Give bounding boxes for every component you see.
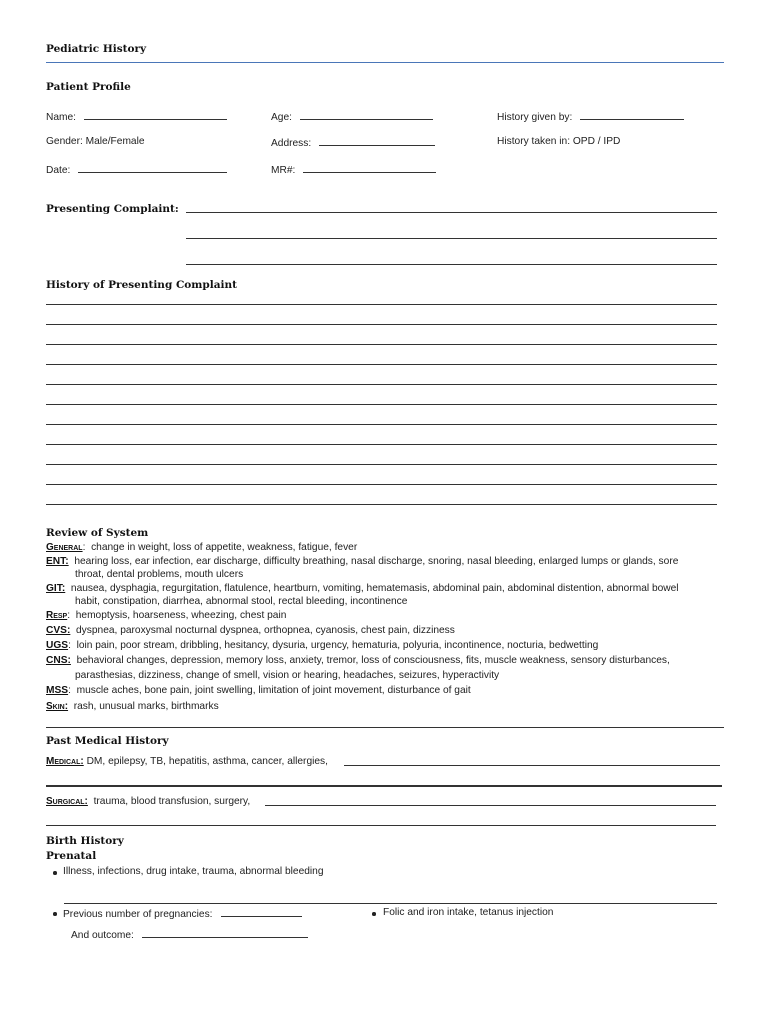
ros-cns (46, 655, 670, 666)
ros-cvs-label: CVS: (46, 625, 71, 636)
prenatal-bullet-1: Illness, infections, drug intake, trauma, abnormal bleeding (63, 866, 324, 877)
pregnancies-field[interactable] (63, 907, 302, 920)
hopc-line[interactable] (46, 344, 717, 345)
ros-ent-text-cont: throat, dental problems, mouth ulcers (75, 569, 244, 580)
ros-cns-text: behavioral changes, depression, memory loss, anxiety, tremor, loss of consciousness, fits, muscle weakness, sensory disturbances, (76, 655, 670, 666)
name-label: Name: (46, 112, 77, 123)
outcome-line[interactable] (142, 928, 308, 938)
mr-field[interactable] (271, 163, 436, 176)
date-line[interactable] (78, 163, 227, 173)
pmh-surgical (46, 796, 250, 807)
pmh-surgical-line[interactable] (265, 805, 716, 806)
presenting-complaint-line-2[interactable] (186, 238, 717, 239)
pregnancies-line[interactable] (221, 907, 302, 917)
mr-label: MR#: (271, 165, 296, 176)
section-divider (46, 727, 724, 728)
hopc-heading: History of Presenting Complaint (46, 279, 238, 291)
outcome-label: And outcome: (71, 930, 134, 941)
age-line[interactable] (300, 110, 433, 120)
prenatal-heading: Prenatal (46, 850, 97, 862)
ros-git-text: nausea, dysphagia, regurgitation, flatulence, heartburn, vomiting, hematemasis, abdominal pain, abdominal distention, abnormal bowel (70, 583, 679, 594)
ros-mss: MSS: muscle aches, bone pain, joint swelling, limitation of joint movement, disturbance of gait (46, 685, 471, 696)
ros-git-text-cont: habit, constipation, diarrhea, abnormal stool, rectal bleeding, incontinence (75, 596, 408, 607)
ros-cns-label: CNS: (46, 655, 71, 666)
ros-cvs-text: dyspnea, paroxysmal nocturnal dyspnea, orthopnea, cyanosis, chest pain, dizziness (76, 625, 455, 636)
age-field[interactable] (271, 110, 433, 123)
hopc-line[interactable] (46, 504, 717, 505)
presenting-complaint-line-1[interactable] (186, 212, 717, 213)
ros-ugs-text: loin pain, poor stream, dribbling, hesitancy, dysuria, urgency, hematuria, polyuria, incontinence, nocturia, bedwetting (76, 640, 599, 651)
pmh-medical-line-2[interactable] (46, 785, 722, 787)
hopc-line[interactable] (46, 464, 717, 465)
prenatal-line[interactable] (64, 903, 717, 904)
ros-mss-label: MSS (46, 685, 69, 696)
address-field[interactable] (271, 136, 435, 149)
ros-ugs-label: UGS (46, 640, 69, 651)
hopc-line[interactable] (46, 384, 717, 385)
hopc-line[interactable] (46, 424, 717, 425)
hopc-line[interactable] (46, 304, 717, 305)
date-label: Date: (46, 165, 71, 176)
outcome-field[interactable] (71, 928, 308, 941)
presenting-complaint-heading: Presenting Complaint: (46, 203, 179, 215)
ros-ent-label: ENT: (46, 556, 69, 567)
ros-git-label: GIT: (46, 583, 66, 594)
ros-resp-text: hemoptysis, hoarseness, wheezing, chest pain (75, 610, 287, 621)
ros-heading: Review of System (46, 527, 149, 539)
mr-line[interactable] (303, 163, 436, 173)
ros-ent (46, 556, 678, 567)
pregnancies-label: Previous number of pregnancies: (63, 909, 213, 920)
bullet-icon (53, 912, 57, 916)
ros-resp: Resp: hemoptysis, hoarseness, wheezing, chest pain (46, 610, 287, 621)
bullet-icon (53, 871, 57, 875)
ros-general: General: change in weight, loss of appetite, weakness, fatigue, fever (46, 542, 358, 553)
address-label: Address: (271, 138, 312, 149)
address-line[interactable] (319, 136, 435, 146)
pmh-heading: Past Medical History (46, 735, 169, 747)
title-rule (46, 62, 724, 63)
history-given-field[interactable] (497, 110, 684, 123)
pmh-medical (46, 756, 328, 767)
ros-general-text: change in weight, loss of appetite, weakness, fatigue, fever (91, 542, 358, 553)
history-taken-label: History taken in: OPD / IPD (497, 136, 621, 147)
prenatal-bullet-3: Folic and iron intake, tetanus injection (383, 907, 554, 918)
date-field[interactable] (46, 163, 227, 176)
ros-skin (46, 701, 219, 712)
patient-profile-heading: Patient Profile (46, 81, 131, 93)
ros-resp-label: Resp (46, 610, 68, 621)
page-title: Pediatric History (46, 43, 147, 55)
pmh-medical-label: Medical: (46, 756, 84, 767)
presenting-complaint-line-3[interactable] (186, 264, 717, 265)
birth-history-heading: Birth History (46, 835, 124, 847)
pmh-surgical-line-2[interactable] (46, 825, 716, 826)
ros-skin-text: rash, unusual marks, birthmarks (73, 701, 219, 712)
ros-skin-label: Skin: (46, 701, 69, 712)
ros-cns-text-cont: parasthesias, dizziness, change of smell, vision or hearing, headaches, seizures, hyperactivity (75, 670, 500, 681)
name-field[interactable] (46, 110, 227, 123)
pmh-medical-text: DM, epilepsy, TB, hepatitis, asthma, cancer, allergies, (86, 756, 328, 767)
pmh-surgical-text: trauma, blood transfusion, surgery, (93, 796, 251, 807)
hopc-line[interactable] (46, 324, 717, 325)
age-label: Age: (271, 112, 292, 123)
hopc-line[interactable] (46, 484, 717, 485)
gender-label: Gender: Male/Female (46, 136, 145, 147)
hopc-line[interactable] (46, 404, 717, 405)
name-line[interactable] (84, 110, 227, 120)
hopc-line[interactable] (46, 444, 717, 445)
ros-git (46, 583, 679, 594)
history-given-label: History given by: (497, 112, 573, 123)
ros-mss-text: muscle aches, bone pain, joint swelling, limitation of joint movement, disturbance of gait (76, 685, 471, 696)
pmh-medical-line[interactable] (344, 765, 720, 766)
ros-general-label: General (46, 542, 83, 553)
hopc-line[interactable] (46, 364, 717, 365)
history-given-line[interactable] (580, 110, 684, 120)
bullet-icon (372, 912, 376, 916)
ros-ugs: UGS: loin pain, poor stream, dribbling, hesitancy, dysuria, urgency, hematuria, polyuria, incontinence, nocturia, bedwetting (46, 640, 599, 651)
pmh-surgical-label: Surgical: (46, 796, 88, 807)
ros-cvs (46, 625, 455, 636)
ros-ent-text: hearing loss, ear infection, ear discharge, difficulty breathing, nasal discharge, snoring, nasal bleeding, enlarged lumps or glands, sore (74, 556, 679, 567)
